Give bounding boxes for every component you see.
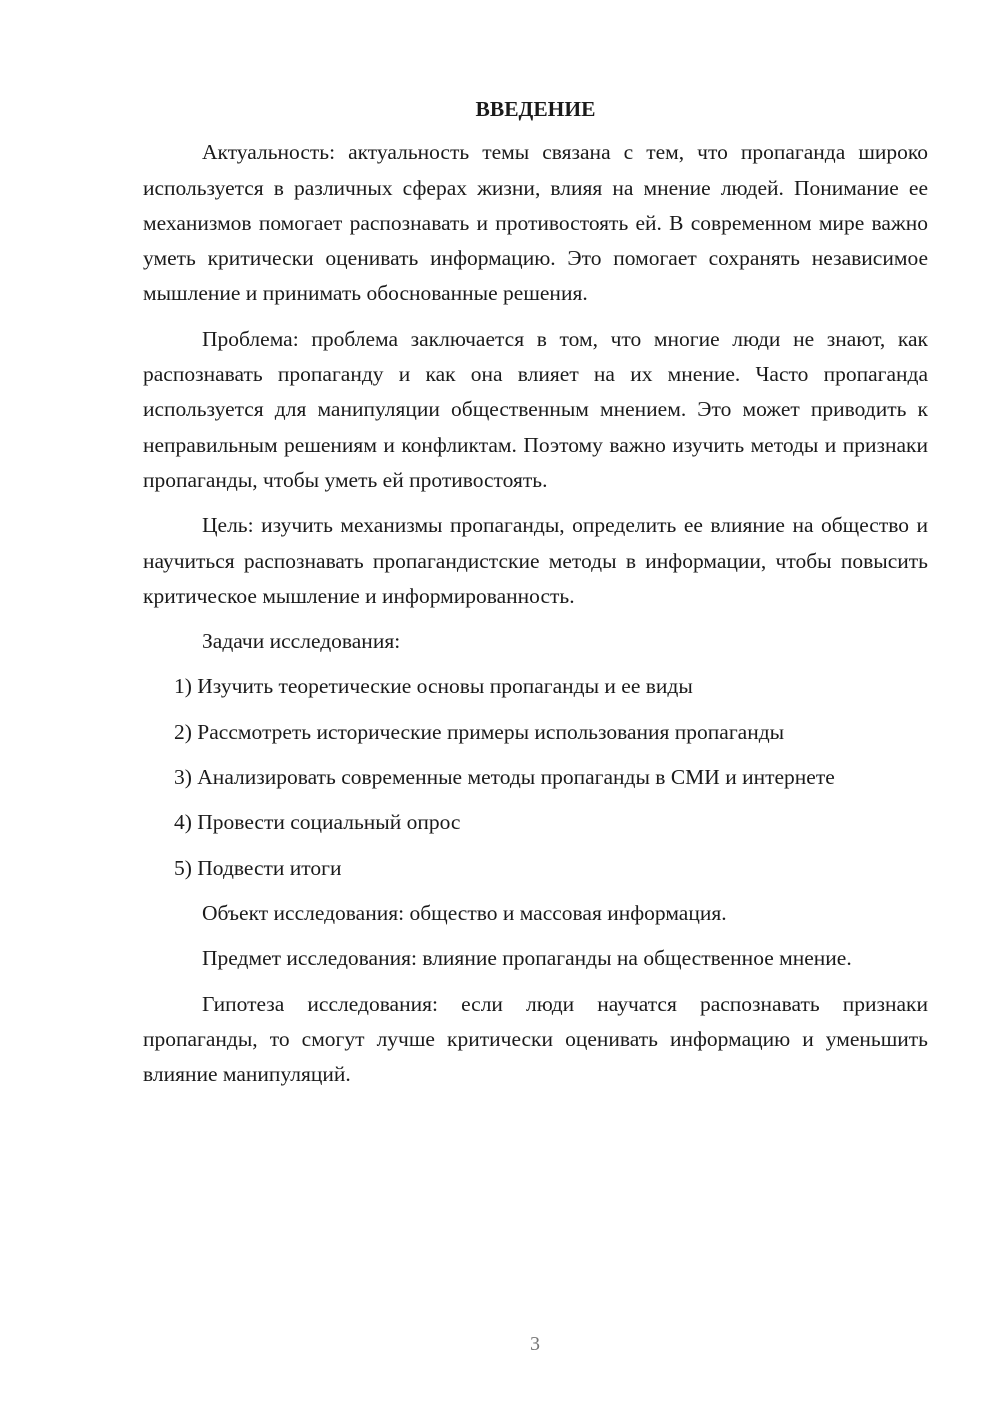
task-item-3: 3) Анализировать современные методы пропаганды в СМИ и интернете xyxy=(174,765,835,790)
problem-paragraph: Проблема: проблема заключается в том, что многие люди не знают, как распознавать пропаганду и как она влияет на их мнение. Часто пропаганда используется для манипуляции общественным мнением. Это может приводить к неправильным решениям и конфликтам. Поэтому важно изучить методы и признаки пропаганды, чтобы уметь ей противостоять. xyxy=(143,326,928,492)
task-item-5: 5) Подвести итоги xyxy=(174,855,342,880)
task-item-4: 4) Провести социальный опрос xyxy=(174,810,461,835)
tasks-heading: Задачи исследования: xyxy=(202,629,401,654)
research-object-paragraph: Объект исследования: общество и массовая информация. xyxy=(202,900,727,925)
task-item-1: 1) Изучить теоретические основы пропаганды и ее виды xyxy=(174,674,693,699)
task-item-2: 2) Рассмотреть исторические примеры использования пропаганды xyxy=(174,719,785,744)
page-content xyxy=(143,92,928,1102)
hypothesis-paragraph: Гипотеза исследования: если люди научатся распознавать признаки пропаганды, то смогут лучше критически оценивать информацию и уменьшить влияние манипуляций. xyxy=(143,991,928,1087)
page-number: 3 xyxy=(530,1333,540,1355)
section-title: ВВЕДЕНИЕ xyxy=(475,97,596,121)
goal-paragraph: Цель: изучить механизмы пропаганды, определить ее влияние на общество и научиться распознавать пропагандистские методы в информации, чтобы повысить критическое мышление и информированность. xyxy=(143,513,928,608)
relevance-paragraph: Актуальность: актуальность темы связана с тем, что пропаганда широко используется в различных сферах жизни, влияя на мнение людей. Понимание ее механизмов помогает распознавать и противостоять ей. В современном мире важно уметь критически оценивать информацию. Это помогает сохранять независимое мышление и принимать обоснованные решения. xyxy=(143,140,928,306)
research-subject-paragraph: Предмет исследования: влияние пропаганды на общественное мнение. xyxy=(202,946,852,971)
